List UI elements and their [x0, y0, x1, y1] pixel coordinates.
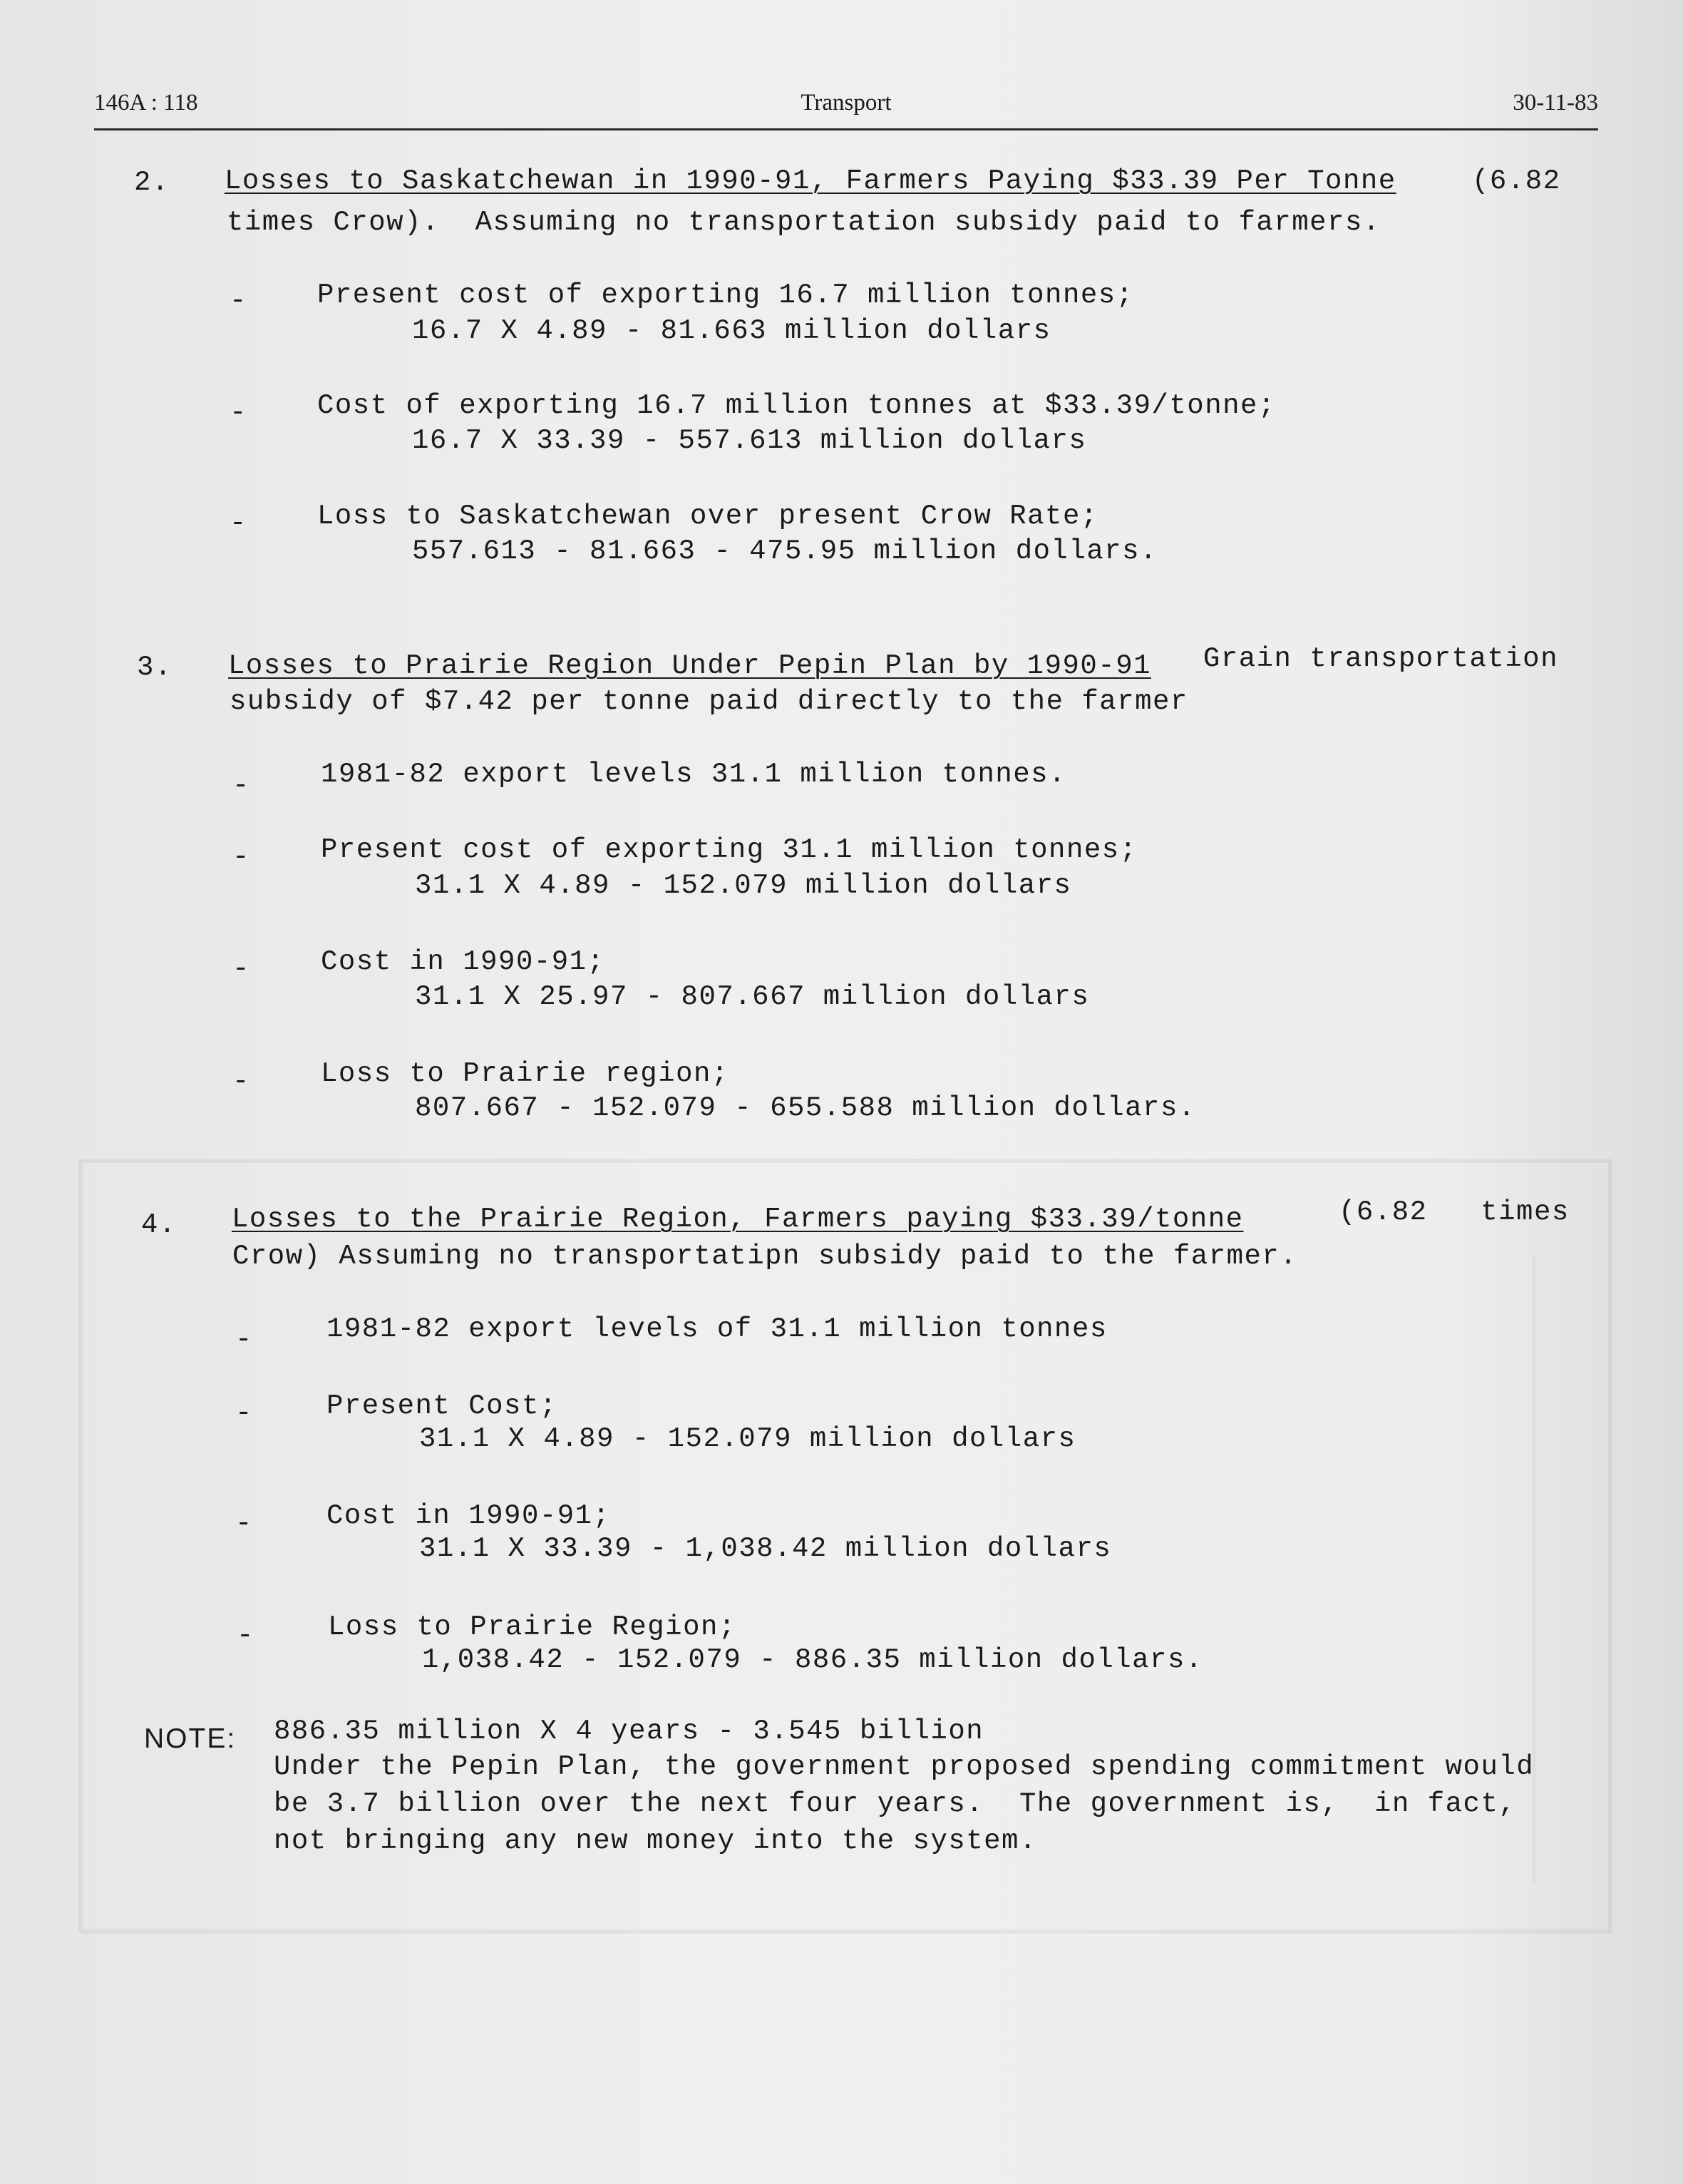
bleed-through-axis: [1533, 1255, 1557, 1882]
list-item-calc: 557.613 - 81.663 - 475.95 million dollars.: [412, 535, 1158, 567]
list-bullet: -: [235, 1398, 253, 1429]
header-date: 30-11-83: [1513, 90, 1598, 116]
page-header: [94, 86, 1598, 130]
list-item-label: Loss to Prairie Region;: [328, 1611, 736, 1643]
list-bullet: -: [232, 841, 250, 873]
list-item-calc: 31.1 X 33.39 - 1,038.42 million dollars: [419, 1533, 1112, 1564]
list-item-label: Present Cost;: [326, 1390, 557, 1422]
list-item-calc: 31.1 X 4.89 - 152.079 million dollars: [415, 870, 1072, 901]
list-item-calc: 16.7 X 4.89 - 81.663 million dollars: [412, 315, 1051, 347]
list-bullet: -: [232, 770, 250, 801]
list-item-label: Loss to Prairie region;: [321, 1058, 729, 1090]
list-item-label: Cost in 1990-91;: [321, 946, 605, 978]
note-line: not bringing any new money into the system.: [274, 1825, 1037, 1857]
page-number: 146A : 118: [94, 90, 198, 116]
list-item-label: Cost of exporting 16.7 million tonnes at $33.39/tonne;: [317, 390, 1276, 421]
section-subtitle: subsidy of $7.42 per tonne paid directly to the farmer: [230, 686, 1188, 717]
section-title: Losses to Saskatchewan in 1990-91, Farmers Paying $33.39 Per Tonne: [225, 165, 1396, 197]
section-title-tail: (6.82 times: [1339, 1196, 1570, 1228]
list-item-calc: 31.1 X 25.97 - 807.667 million dollars: [415, 981, 1090, 1012]
section-title: Losses to Prairie Region Under Pepin Plan by 1990-91: [228, 650, 1151, 682]
section-number: 2.: [134, 167, 170, 198]
list-item-label: 1981-82 export levels 31.1 million tonnes.: [321, 759, 1066, 790]
list-bullet: -: [232, 1066, 250, 1097]
section-title-tail: (6.82: [1472, 165, 1561, 197]
section-number: 4.: [141, 1209, 177, 1241]
list-bullet: -: [230, 508, 247, 539]
list-bullet: -: [235, 1324, 253, 1355]
list-bullet: -: [237, 1620, 254, 1651]
note-line: be 3.7 billion over the next four years. The government is, in fact,: [274, 1788, 1517, 1820]
section-number: 3.: [137, 652, 173, 683]
list-bullet: -: [235, 1508, 253, 1539]
list-item-label: 1981-82 export levels of 31.1 million tonnes: [326, 1313, 1108, 1345]
section-title-tail: Grain transportation: [1185, 643, 1558, 675]
section-subtitle: times Crow). Assuming no transportation subsidy paid to farmers.: [227, 207, 1381, 238]
list-bullet: -: [230, 397, 247, 429]
list-item-calc: 31.1 X 4.89 - 152.079 million dollars: [419, 1423, 1076, 1455]
list-item-label: Loss to Saskatchewan over present Crow Rate;: [317, 501, 1098, 532]
list-bullet: -: [230, 285, 247, 317]
note-label: NOTE:: [144, 1723, 237, 1754]
list-item-calc: 16.7 X 33.39 - 557.613 million dollars: [412, 425, 1087, 456]
section-title: Losses to the Prairie Region, Farmers paying $33.39/tonne: [232, 1204, 1244, 1235]
header-title: Transport: [801, 90, 892, 116]
list-item-calc: 807.667 - 152.079 - 655.588 million dollars.: [415, 1092, 1196, 1124]
list-item-label: Present cost of exporting 31.1 million tonnes;: [321, 834, 1138, 866]
note-line: Under the Pepin Plan, the government proposed spending commitment would: [274, 1751, 1535, 1783]
list-item-calc: 1,038.42 - 152.079 - 886.35 million dollars.: [422, 1644, 1203, 1676]
list-item-label: Cost in 1990-91;: [326, 1500, 611, 1532]
note-line: 886.35 million X 4 years - 3.545 billion: [274, 1716, 984, 1747]
list-item-label: Present cost of exporting 16.7 million tonnes;: [317, 280, 1134, 311]
list-bullet: -: [232, 953, 250, 985]
section-subtitle: Crow) Assuming no transportatipn subsidy paid to the farmer.: [232, 1241, 1298, 1272]
